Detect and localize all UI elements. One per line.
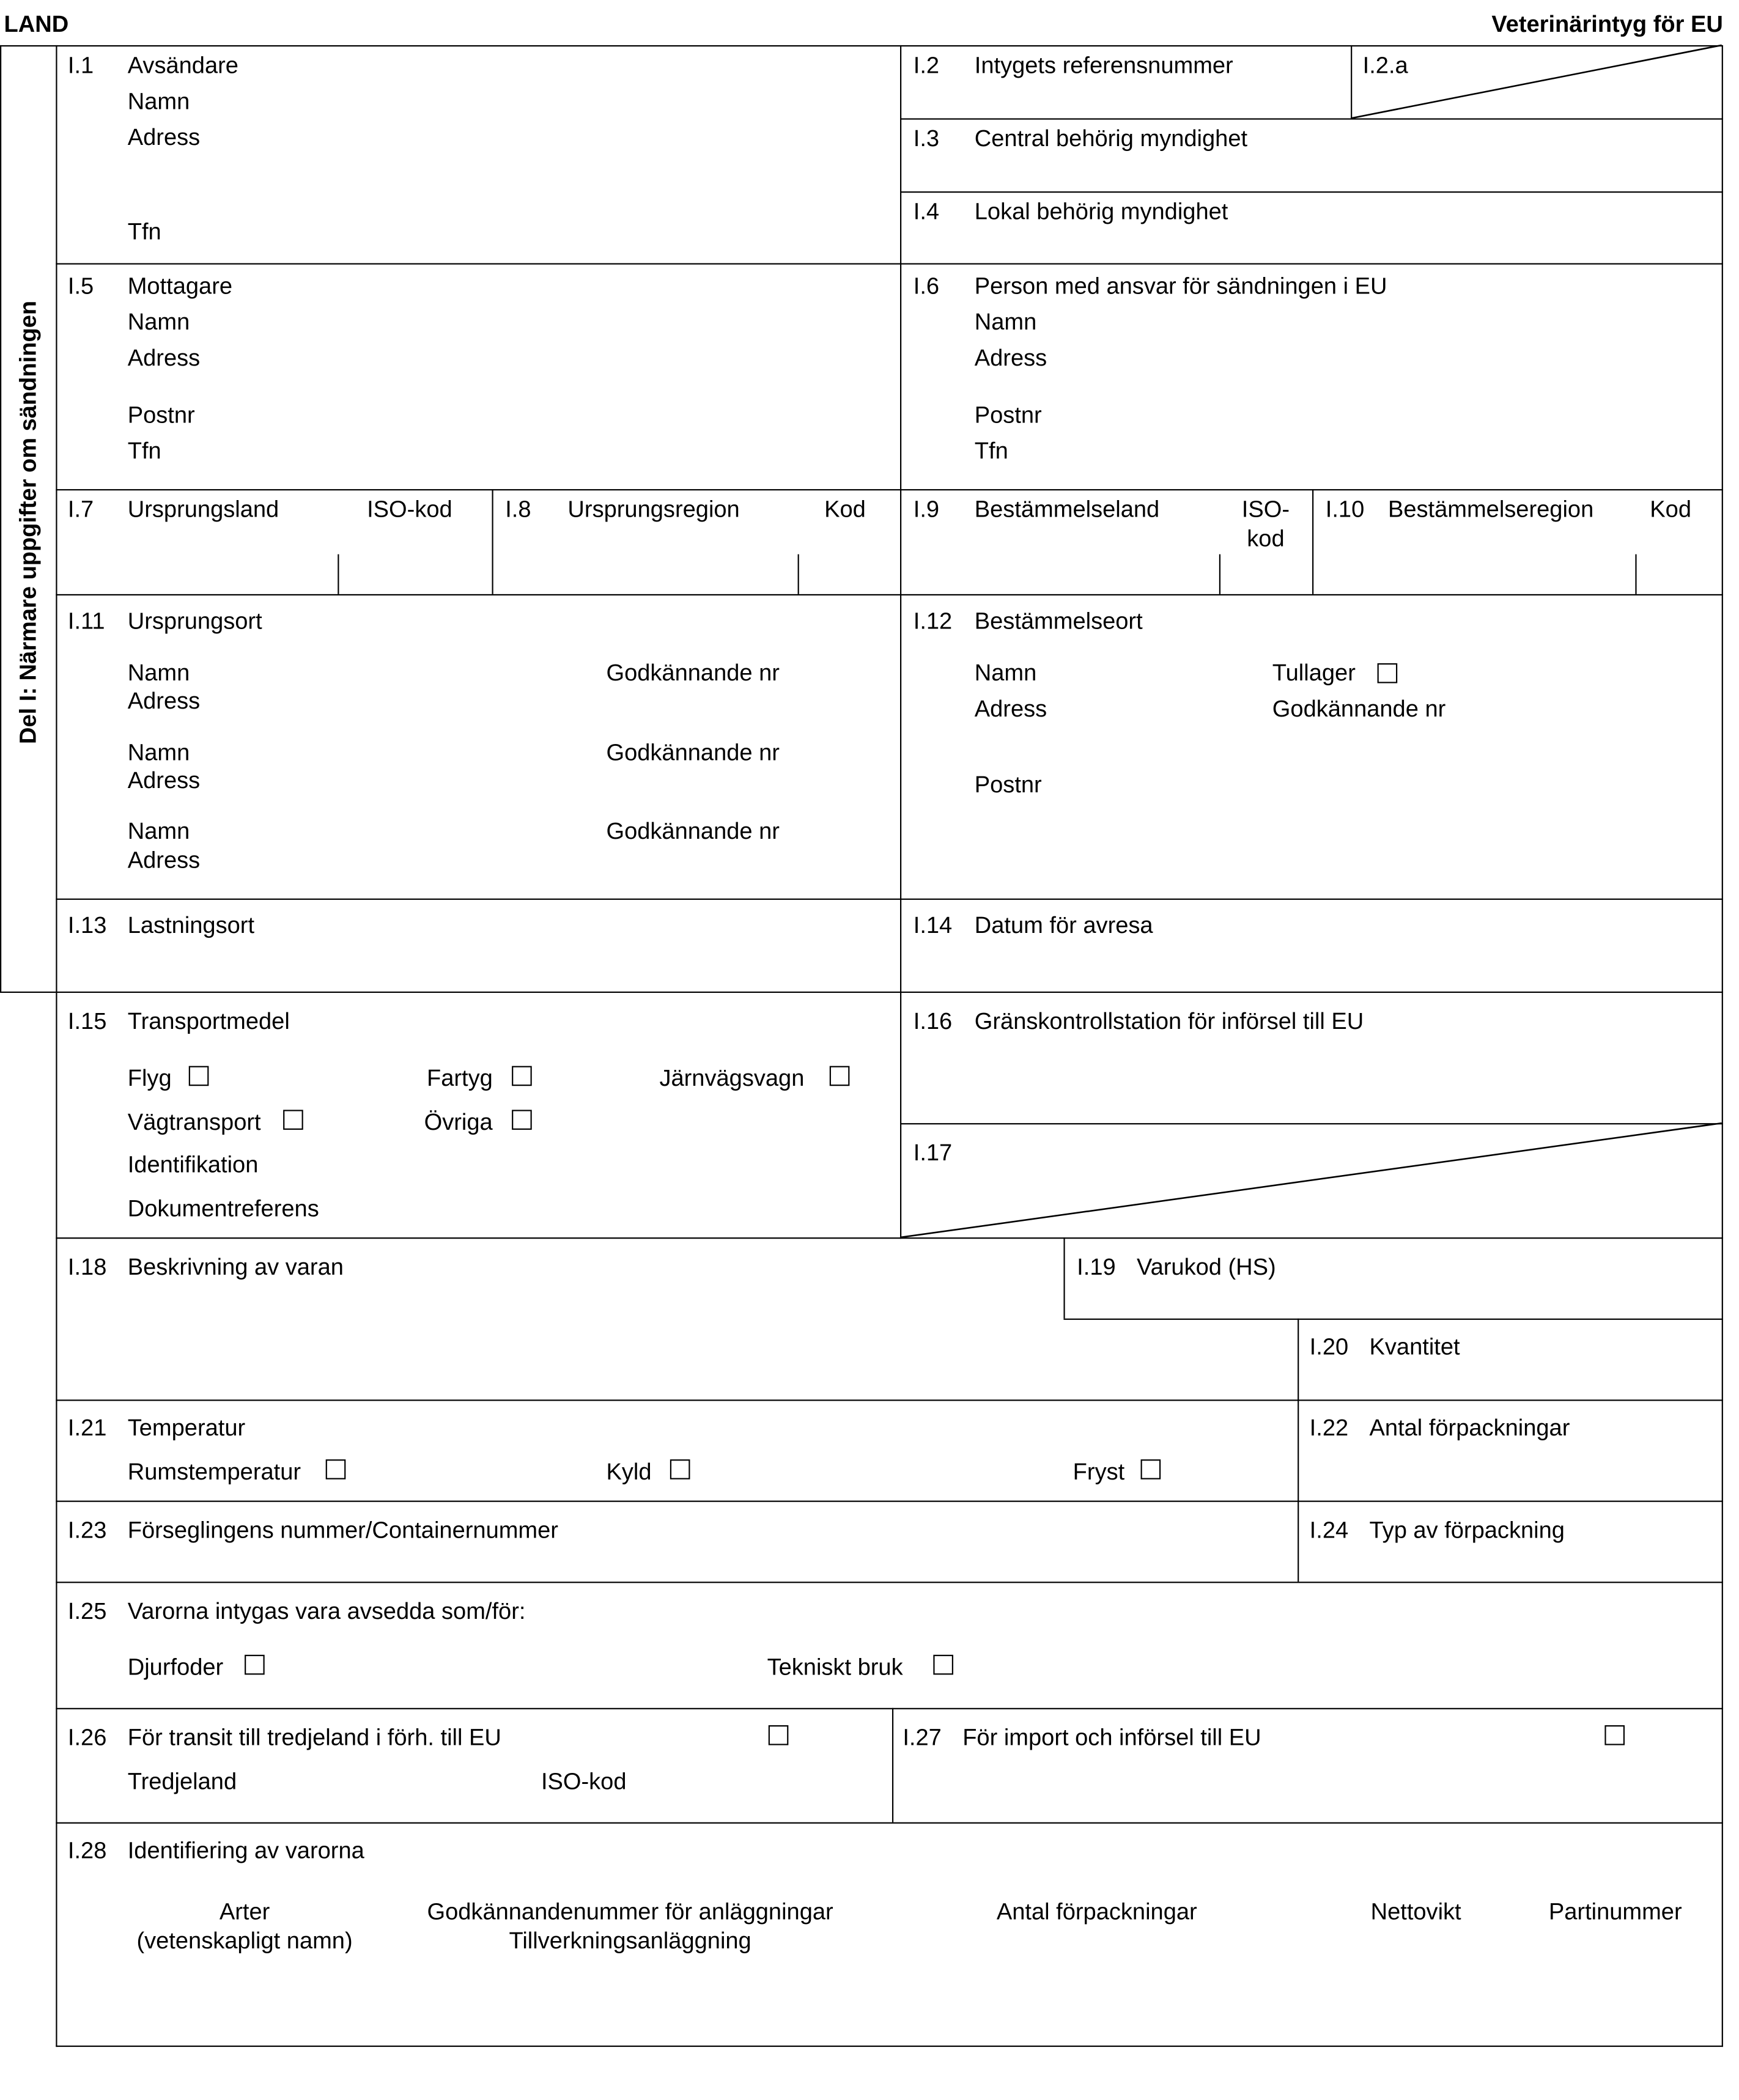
i15-number: I.15 xyxy=(67,1007,107,1034)
i20-label: Kvantitet xyxy=(1369,1333,1460,1360)
i8-code-label: Kod xyxy=(824,495,866,523)
i26-transit-checkbox[interactable] xyxy=(769,1725,789,1745)
i18-label: Beskrivning av varan xyxy=(127,1253,344,1280)
i15-document-ref-label: Dokumentreferens xyxy=(127,1195,319,1221)
i28-net-weight-header: Nettovikt xyxy=(1370,1898,1461,1925)
i28-species-header: Arter xyxy=(219,1898,270,1925)
i5-label: Mottagare xyxy=(127,272,233,300)
i2-label: Intygets referensnummer xyxy=(974,51,1233,79)
i28-batch-header: Partinummer xyxy=(1548,1898,1682,1925)
i22-label: Antal förpackningar xyxy=(1369,1414,1570,1441)
i25-feed-label: Djurfoder xyxy=(127,1653,224,1681)
i21-chilled-checkbox[interactable] xyxy=(670,1459,690,1479)
i12-customs-checkbox[interactable] xyxy=(1378,663,1398,683)
i15-other-checkbox[interactable] xyxy=(512,1110,532,1130)
i1-address-label: Adress xyxy=(127,123,201,150)
i15-ship-checkbox[interactable] xyxy=(512,1066,532,1086)
i5-postcode-label: Postnr xyxy=(127,401,195,429)
i8-label: Ursprungsregion xyxy=(567,495,740,523)
i11-label: Ursprungsort xyxy=(127,607,262,635)
i26-label: För transit till tredjeland i förh. till EU xyxy=(127,1723,501,1751)
i27-import-checkbox[interactable] xyxy=(1604,1725,1625,1745)
i18-number: I.18 xyxy=(67,1253,107,1280)
i12-address-label: Adress xyxy=(974,695,1047,722)
i6-phone-label: Tfn xyxy=(974,437,1008,464)
i11-approval-label-1: Godkännande nr xyxy=(606,659,780,686)
i9-iso-label-line2: kod xyxy=(1247,525,1285,552)
i1-phone-label: Tfn xyxy=(127,218,161,245)
i9-label: Bestämmelseland xyxy=(974,495,1160,523)
i28-approval-header: Godkännandenummer för anläggningar xyxy=(427,1898,833,1925)
i9-iso-label-line1: ISO- xyxy=(1241,495,1290,523)
i3-label: Central behörig myndighet xyxy=(974,125,1248,152)
i28-approval-subheader: Tillverkningsanläggning xyxy=(509,1927,751,1954)
part-one-side-label: Del I: Närmare uppgifter om sändningen xyxy=(14,300,42,744)
i2a-number: I.2.a xyxy=(1362,51,1408,79)
i4-number: I.4 xyxy=(913,197,940,225)
i28-packages-header: Antal förpackningar xyxy=(996,1898,1197,1925)
i5-name-label: Namn xyxy=(127,308,190,335)
i11-name-label-2: Namn xyxy=(127,739,190,766)
i7-iso-label: ISO-kod xyxy=(367,495,452,523)
i11-address-label-2: Adress xyxy=(127,767,201,794)
i22-number: I.22 xyxy=(1309,1414,1349,1441)
i15-rail-checkbox[interactable] xyxy=(830,1066,850,1086)
i24-number: I.24 xyxy=(1309,1516,1349,1544)
i15-label: Transportmedel xyxy=(127,1007,290,1034)
i1-number: I.1 xyxy=(67,51,94,79)
i15-rail-label: Järnvägsvagn xyxy=(659,1064,805,1091)
i16-label: Gränskontrollstation för införsel till EU xyxy=(974,1007,1364,1034)
country-label: LAND xyxy=(4,10,69,37)
i15-air-label: Flyg xyxy=(127,1064,172,1091)
i11-address-label-1: Adress xyxy=(127,687,201,714)
i21-frozen-label: Fryst xyxy=(1073,1457,1125,1485)
i11-approval-label-3: Godkännande nr xyxy=(606,817,780,844)
i11-number: I.11 xyxy=(67,607,105,635)
i21-label: Temperatur xyxy=(127,1414,246,1441)
i23-number: I.23 xyxy=(67,1516,107,1544)
i5-address-label: Adress xyxy=(127,344,201,371)
i6-postcode-label: Postnr xyxy=(974,401,1042,429)
i12-name-label: Namn xyxy=(974,659,1037,686)
i27-label: För import och införsel till EU xyxy=(962,1723,1261,1751)
form-title: Veterinärintyg för EU xyxy=(1491,10,1723,37)
i13-label: Lastningsort xyxy=(127,912,255,938)
i20-number: I.20 xyxy=(1309,1333,1349,1360)
i10-number: I.10 xyxy=(1325,495,1365,523)
i25-number: I.25 xyxy=(67,1597,107,1624)
i10-label: Bestämmelseregion xyxy=(1387,495,1594,523)
i11-name-label-1: Namn xyxy=(127,659,190,686)
i25-technical-checkbox[interactable] xyxy=(933,1655,953,1675)
i6-address-label: Adress xyxy=(974,344,1047,371)
i12-label: Bestämmelseort xyxy=(974,607,1143,635)
i24-label: Typ av förpackning xyxy=(1369,1516,1565,1544)
i15-ship-label: Fartyg xyxy=(426,1064,493,1091)
i7-label: Ursprungsland xyxy=(127,495,279,523)
i16-number: I.16 xyxy=(913,1007,953,1034)
i21-ambient-checkbox[interactable] xyxy=(326,1459,346,1479)
i13-number: I.13 xyxy=(67,912,107,938)
i10-code-label: Kod xyxy=(1650,495,1692,523)
i17-strike-line xyxy=(900,1123,1722,1237)
i25-feed-checkbox[interactable] xyxy=(245,1655,265,1675)
i11-name-label-3: Namn xyxy=(127,817,190,844)
i26-number: I.26 xyxy=(67,1723,107,1751)
i1-label: Avsändare xyxy=(127,51,238,79)
i28-species-subheader: (vetenskapligt namn) xyxy=(136,1927,353,1954)
i25-label: Varorna intygas vara avsedda som/för: xyxy=(127,1597,526,1624)
i9-number: I.9 xyxy=(913,495,940,523)
i11-approval-label-2: Godkännande nr xyxy=(606,739,780,766)
i4-label: Lokal behörig myndighet xyxy=(974,197,1228,225)
i8-number: I.8 xyxy=(505,495,531,523)
i5-number: I.5 xyxy=(67,272,94,300)
i7-number: I.7 xyxy=(67,495,94,523)
i27-number: I.27 xyxy=(903,1723,942,1751)
i26-third-country-label: Tredjeland xyxy=(127,1767,237,1795)
i12-number: I.12 xyxy=(913,607,953,635)
i12-postcode-label: Postnr xyxy=(974,770,1042,798)
i15-identification-label: Identifikation xyxy=(127,1151,259,1178)
i28-label: Identifiering av varorna xyxy=(127,1837,364,1864)
i15-other-label: Övriga xyxy=(424,1108,493,1135)
i23-label: Förseglingens nummer/Containernummer xyxy=(127,1516,558,1544)
i14-label: Datum för avresa xyxy=(974,912,1153,938)
i21-ambient-label: Rumstemperatur xyxy=(127,1457,301,1485)
i6-name-label: Namn xyxy=(974,308,1037,335)
i15-air-checkbox[interactable] xyxy=(189,1066,209,1086)
i11-address-label-3: Adress xyxy=(127,846,201,874)
i6-number: I.6 xyxy=(913,272,940,300)
i26-iso-label: ISO-kod xyxy=(541,1767,627,1795)
i12-customs-label: Tullager xyxy=(1272,659,1356,686)
i14-number: I.14 xyxy=(913,912,953,938)
i2-number: I.2 xyxy=(913,51,940,79)
i5-phone-label: Tfn xyxy=(127,437,161,464)
i1-name-label: Namn xyxy=(127,87,190,114)
i25-technical-label: Tekniskt bruk xyxy=(767,1653,903,1681)
i19-number: I.19 xyxy=(1077,1253,1116,1280)
i28-number: I.28 xyxy=(67,1837,107,1864)
i21-number: I.21 xyxy=(67,1414,107,1441)
i12-approval-label: Godkännande nr xyxy=(1272,695,1446,722)
i21-chilled-label: Kyld xyxy=(606,1457,652,1485)
i15-road-label: Vägtransport xyxy=(127,1108,261,1135)
i19-label: Varukod (HS) xyxy=(1137,1253,1276,1280)
i3-number: I.3 xyxy=(913,125,940,152)
i17-number: I.17 xyxy=(913,1139,953,1166)
i15-road-checkbox[interactable] xyxy=(283,1110,303,1130)
i6-label: Person med ansvar för sändningen i EU xyxy=(974,272,1387,300)
i21-frozen-checkbox[interactable] xyxy=(1141,1459,1161,1479)
